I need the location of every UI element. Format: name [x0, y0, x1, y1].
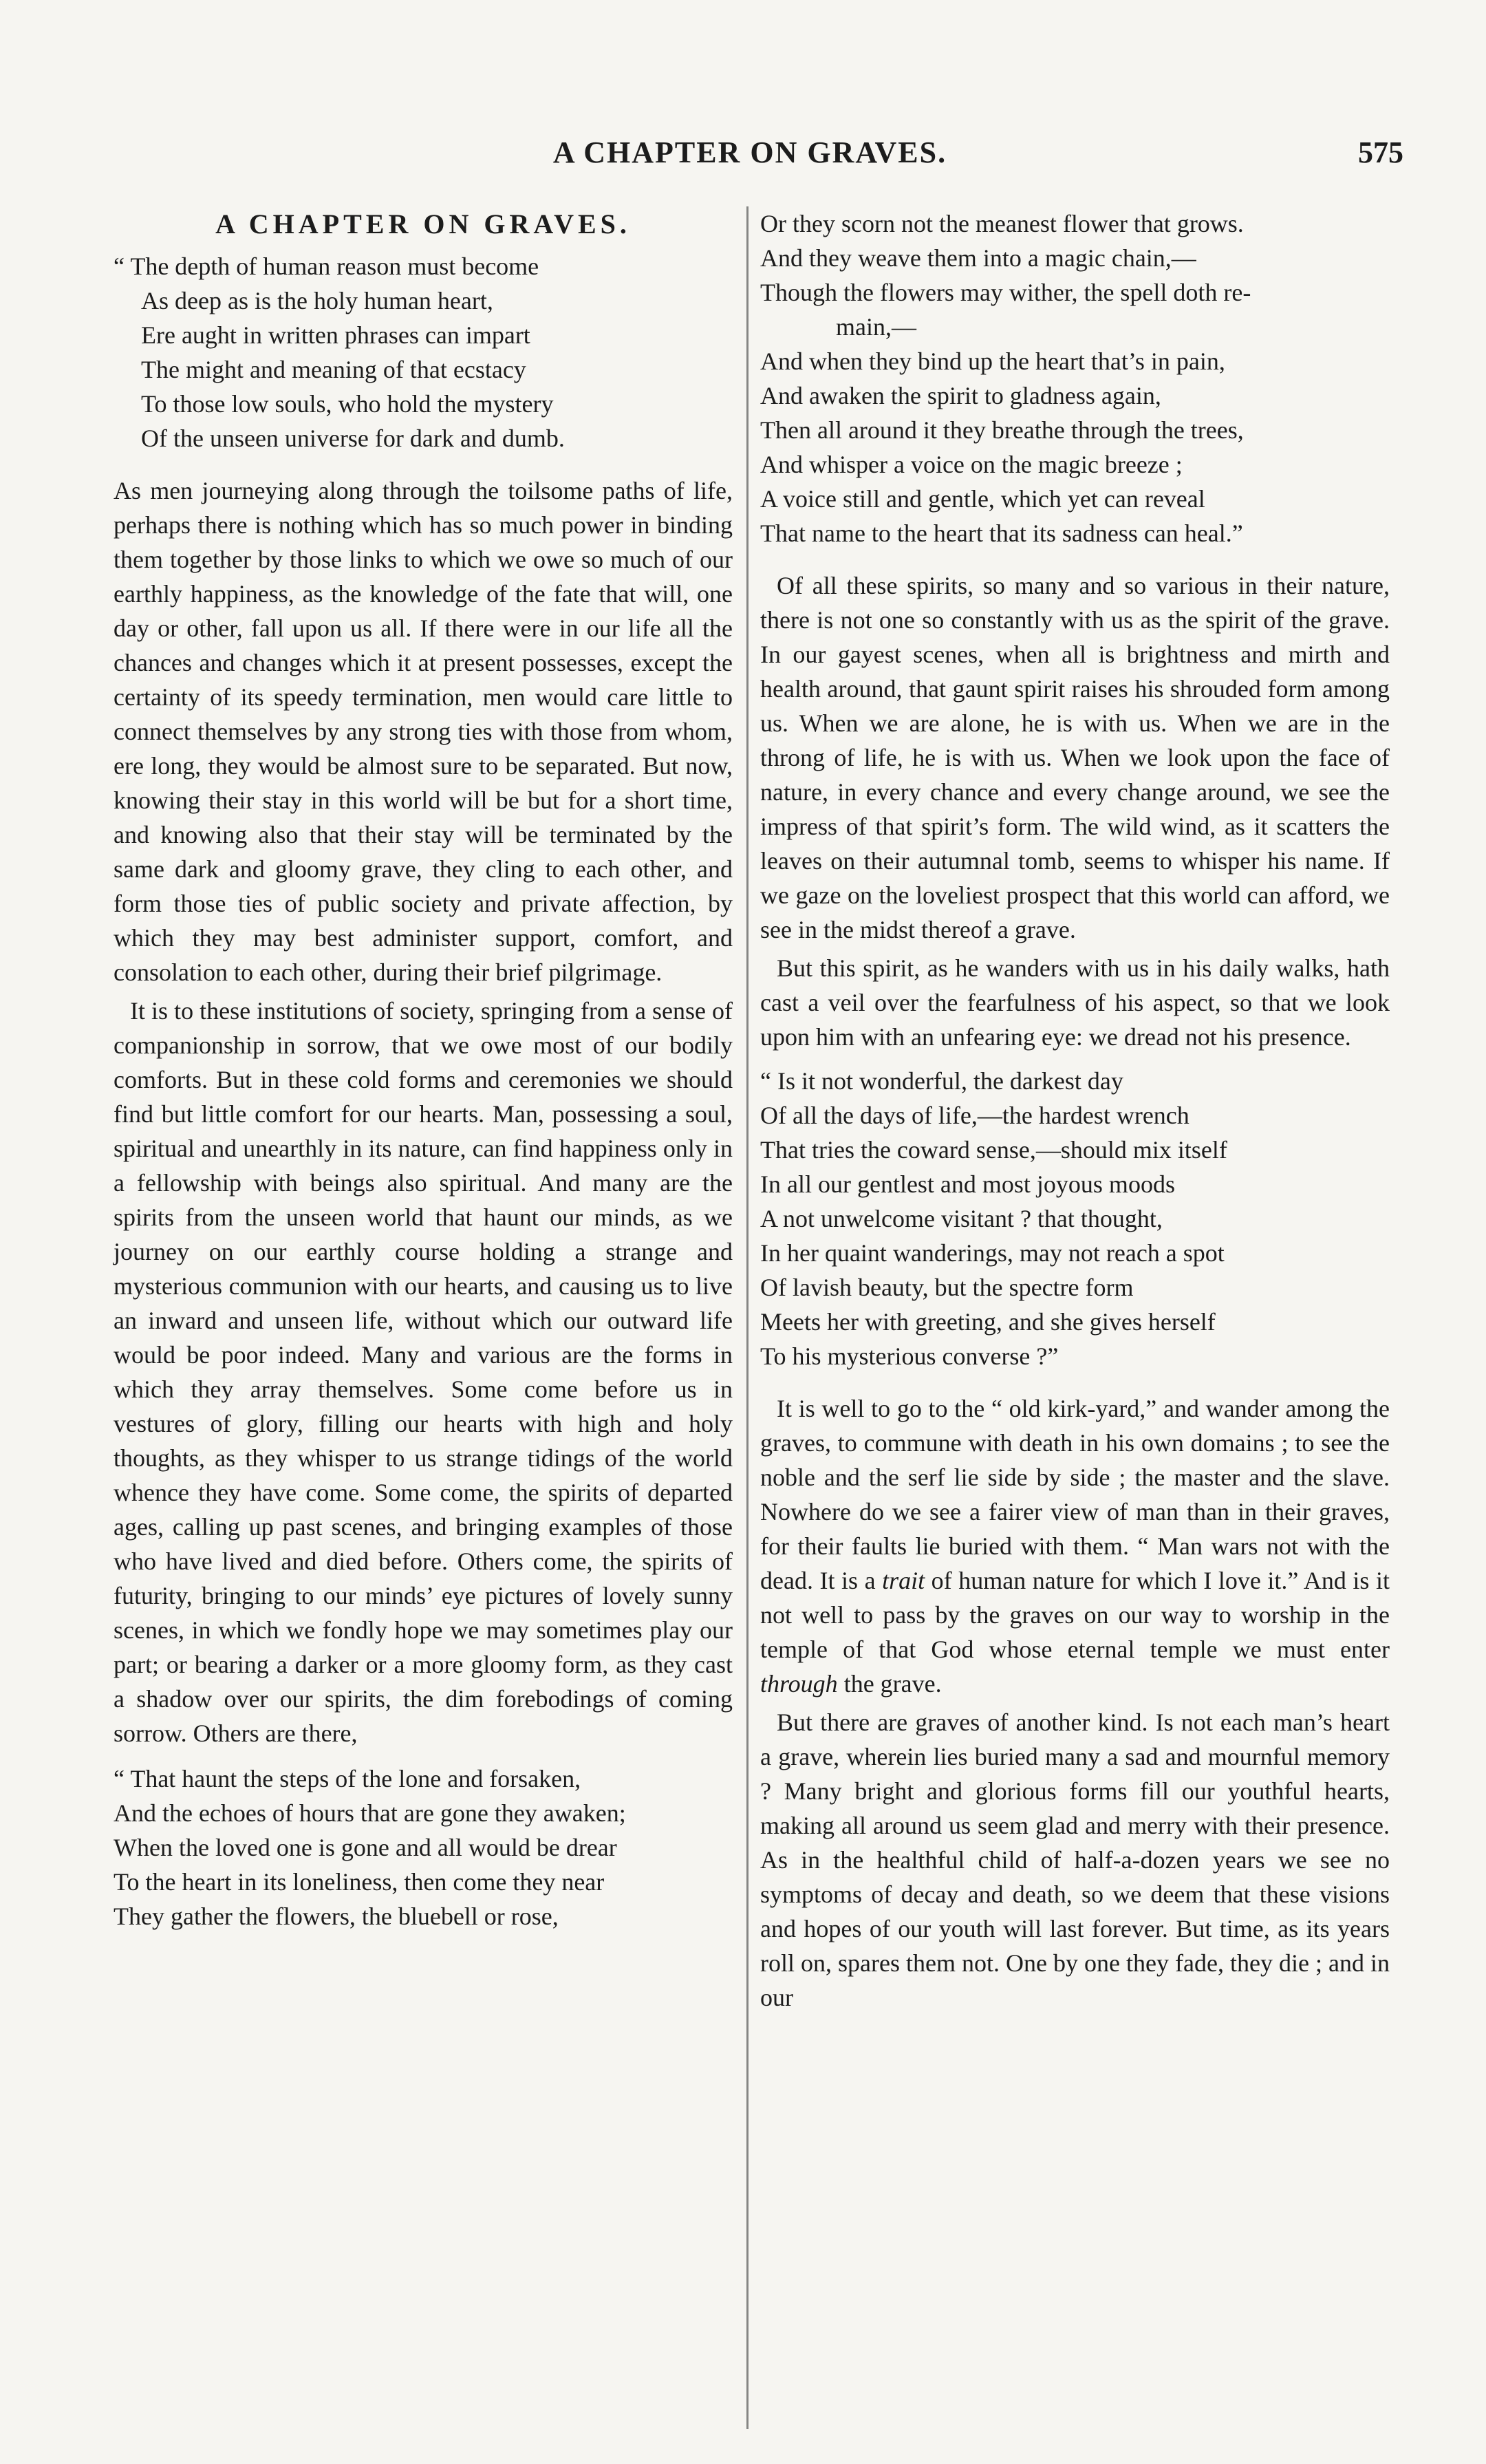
verse-line: Meets her with greeting, and she gives herself	[760, 1308, 1216, 1336]
verse-line: Though the flowers may wither, the spell doth re-	[760, 279, 1251, 306]
verse-line: As deep as is the holy human heart,	[141, 287, 493, 314]
paragraph-text: the grave.	[837, 1670, 942, 1697]
left-column	[114, 206, 733, 1951]
verse-line: “ That haunt the steps of the lone and forsaken,	[114, 1765, 581, 1792]
italic-word: trait	[882, 1567, 925, 1594]
verse-line: And awaken the spirit to gladness again,	[760, 382, 1161, 409]
page-header	[96, 135, 1403, 183]
verse-line: A not unwelcome visitant ? that thought,	[760, 1205, 1163, 1232]
right-column	[760, 206, 1390, 2019]
paragraph: Of all these spirits, so many and so various in their nature, there is not one so constantly with us as the spirit of the grave. In our gayest scenes, when all is brightness and mirth and health around, that gaunt spirit raises his shrouded form among us. When we are alone, he is with us. When we are in the throng of life, he is with us. When we look upon the face of nature, in every chance and every change around, we see the impress of that spirit’s form. The wild wind, as it scatters the leaves on their autumnal tomb, seems to whisper his name. If we gaze on the loveliest prospect that this world can afford, we see in the midst thereof a grave.	[760, 572, 1390, 943]
verse-line: To the heart in its loneliness, then come they near	[114, 1868, 605, 1896]
verse-line: When the loved one is gone and all would be drear	[114, 1834, 617, 1861]
verse-quote	[114, 1761, 733, 1933]
verse-line: And the echoes of hours that are gone they awaken;	[114, 1799, 626, 1827]
verse-line: “ The depth of human reason must become	[114, 253, 539, 280]
paragraph-text: of human nature for which I love it.” And is it not well to pass by the graves on our way to worship in the temple of that God whose eternal temple we must enter	[760, 1567, 1390, 1663]
verse-line: main,—	[836, 313, 916, 341]
verse-line: And whisper a voice on the magic breeze ;	[760, 451, 1183, 478]
verse-quote	[760, 1064, 1390, 1373]
verse-line: Or they scorn not the meanest flower that grows.	[760, 210, 1244, 237]
paragraph	[760, 1391, 1390, 1701]
paragraph: But this spirit, as he wanders with us in his daily walks, hath cast a veil over the fearfulness of his aspect, so that we look upon him with an unfearing eye: we dread not his presence.	[760, 954, 1390, 1051]
verse-line: And when they bind up the heart that’s in pain,	[760, 347, 1225, 375]
paragraph: As men journeying along through the toilsome paths of life, perhaps there is nothing which has so much power in binding them together by those links to which we owe so much of our earthly happiness, as the knowledge of the fate that will, one day or other, fall upon us all. If there were in our life all the chances and changes which it at present possesses, except the certainty of its speedy termination, men would care little to connect themselves by any strong ties with those from whom, ere long, they would be almost sure to be separated. But now, knowing their stay in this world will be but for a short time, and knowing also that their stay will be terminated by the same dark and gloomy grave, they cling to each other, and form those ties of public society and private affection, by which they may best administer support, comfort, and consolation to each other, during their brief pilgrimage.	[114, 477, 733, 986]
verse-continuation	[760, 206, 1390, 550]
verse-line: They gather the flowers, the bluebell or rose,	[114, 1903, 559, 1930]
paragraph: It is to these institutions of society, springing from a sense of companionship in sorrow, that we owe most of our bodily comforts. But in these cold forms and ceremonies we should find but little comfort for our hearts. Man, possessing a soul, spiritual and unearthly in its nature, can find happiness only in a fellowship with beings also spiritual. And many are the spirits from the unseen world that haunt our minds, as we journey on our earthly course holding a strange and mysterious communion with our hearts, and causing us to live an inward and unseen life, without which our outward life would be poor indeed. Many and various are the forms in which they array themselves. Some come before us in vestures of glory, filling our hearts with high and holy thoughts, as they whisper to us strange tidings of the world whence they have come. Some come, the spirits of departed ages, calling up past scenes, and bringing examples of those who have lived and died before. Others come, the spirits of futurity, bringing to our minds’ eye pictures of lovely sunny scenes, in which we fondly hope we may sometimes play our part; or bearing a darker or a more gloomy form, as they cast a shadow over our spirits, the dim forebodings of coming sorrow. Others are there,	[114, 997, 733, 1747]
verse-line: That name to the heart that its sadness can heal.”	[760, 519, 1243, 547]
verse-line: To those low souls, who hold the mystery	[141, 390, 554, 418]
running-title: A CHAPTER ON GRAVES.	[552, 136, 947, 169]
page-number: 575	[1358, 136, 1403, 169]
paragraph: But there are graves of another kind. Is not each man’s heart a grave, wherein lies buried many a sad and mournful memory ? Many bright and glorious forms fill our youthful hearts, making all around us seem glad and merry with their presence. As in the healthful child of half-a-dozen years we see no symptoms of decay and death, so we deem that these visions and hopes of our youth will last forever. But time, as its years roll on, spares them not. One by one they fade, they die ; and in our	[760, 1708, 1390, 2011]
column-divider	[746, 206, 749, 2429]
verse-line: That tries the coward sense,—should mix itself	[760, 1136, 1227, 1164]
epigraph	[114, 249, 733, 456]
verse-line: The might and meaning of that ecstacy	[141, 356, 526, 383]
verse-line: Of all the days of life,—the hardest wrench	[760, 1102, 1189, 1129]
verse-line: To his mysterious converse ?”	[760, 1342, 1059, 1370]
paragraph-text: It is well to go to the “ old kirk-yard,” and wander among the graves, to commune with death in his own domains ; to see the noble and the serf lie side by side ; the master and the slave. Nowhere do we see a fairer view of man than in their graves, for their faults lie buried with them. “ Man wars not with the dead. It is a	[760, 1395, 1390, 1594]
verse-line: “ Is it not wonderful, the darkest day	[760, 1067, 1123, 1095]
verse-line: A voice still and gentle, which yet can reveal	[760, 485, 1205, 513]
verse-line: Ere aught in written phrases can impart	[141, 321, 530, 349]
verse-line: Of the unseen universe for dark and dumb.	[141, 425, 565, 452]
italic-word: through	[760, 1670, 838, 1697]
verse-line: Then all around it they breathe through the trees,	[760, 416, 1244, 444]
verse-line: Of lavish beauty, but the spectre form	[760, 1274, 1134, 1301]
verse-line: And they weave them into a magic chain,—	[760, 244, 1196, 272]
verse-line: In her quaint wanderings, may not reach a spot	[760, 1239, 1225, 1267]
verse-line: In all our gentlest and most joyous moods	[760, 1170, 1175, 1198]
article-title: A CHAPTER ON GRAVES.	[215, 208, 631, 239]
